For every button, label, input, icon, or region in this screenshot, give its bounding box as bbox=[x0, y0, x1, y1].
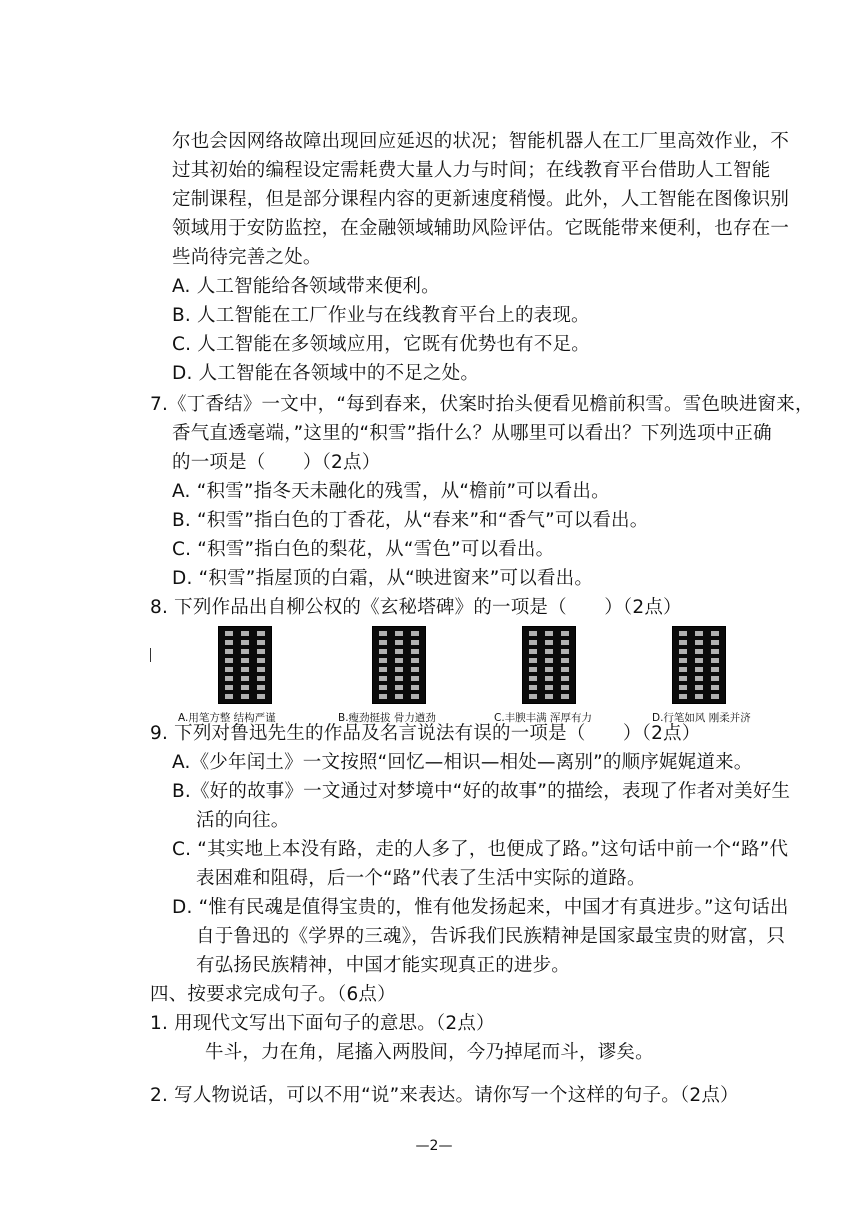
caption-d: D.行笔如风 刚柔并济 bbox=[652, 712, 751, 724]
caption-c: C.丰腴丰满 浑厚有力 bbox=[494, 712, 593, 724]
q9-option-b: B.《好的故事》一文通过对梦境中“好的故事”的描绘，表现了作者对美好生 bbox=[172, 781, 791, 802]
q7-option-b: B. “积雪”指白色的丁香花，从“春来”和“香气”可以看出。 bbox=[172, 510, 649, 531]
caption-a: A.用笔方整 结构严谨 bbox=[178, 712, 276, 724]
caption-b: B.瘦劲挺拔 骨力遒劲 bbox=[338, 712, 436, 724]
section4-q1: 1. 用现代文写出下面句子的意思。（2点） bbox=[150, 1013, 495, 1034]
q6-option-c: C. 人工智能在多领域应用，它既有优势也有不足。 bbox=[172, 334, 590, 355]
calligraphy-image-a bbox=[218, 626, 272, 704]
q6-option-a: A. 人工智能给各领域带来便利。 bbox=[172, 276, 440, 297]
q7-stem-line: 香气直透毫端，”这里的“积雪”指什么？从哪里可以看出？下列选项中正确 bbox=[172, 423, 772, 444]
q9-option-a: A.《少年闰土》一文按照“回忆—相识—相处—离别”的顺序娓娓道来。 bbox=[172, 752, 753, 773]
q7-stem-line: 的一项是（ ）（2点） bbox=[172, 452, 381, 473]
passage-line: 领域用于安防监控，在金融领域辅助风险评估。它既能带来便利，也存在一 bbox=[172, 218, 790, 239]
q9-option-d-cont: 自于鲁迅的《学界的三魂》，告诉我们民族精神是国家最宝贵的财富，只 bbox=[196, 926, 786, 947]
page-number: —2— bbox=[415, 1138, 453, 1154]
calligraphy-image-d bbox=[672, 626, 726, 704]
passage-line: 定制课程，但是部分课程内容的更新速度稍慢。此外，人工智能在图像识别 bbox=[172, 189, 790, 210]
q9-option-d-cont: 有弘扬民族精神，中国才能实现真正的进步。 bbox=[196, 955, 571, 976]
q9-option-b-cont: 活的向往。 bbox=[196, 810, 290, 831]
q7-option-c: C. “积雪”指白色的梨花，从“雪色”可以看出。 bbox=[172, 539, 555, 560]
passage-line: 过其初始的编程设定需耗费大量人力与时间；在线教育平台借助人工智能 bbox=[172, 160, 771, 181]
q7-option-a: A. “积雪”指冬天未融化的残雪，从“檐前”可以看出。 bbox=[172, 481, 610, 502]
passage-line: 些尚待完善之处。 bbox=[172, 247, 322, 268]
q9-option-c: C. “其实地上本没有路，走的人多了，也便成了路。”这句话中前一个“路”代 bbox=[172, 839, 789, 860]
calligraphy-image-c bbox=[522, 626, 576, 704]
section4-q1-quote: 牛斗，力在角，尾搐入两股间，今乃掉尾而斗，谬矣。 bbox=[205, 1042, 654, 1063]
q6-option-d: D. 人工智能在各领域中的不足之处。 bbox=[172, 363, 480, 384]
q7-option-d: D. “积雪”指屋顶的白霜，从“映进窗来”可以看出。 bbox=[172, 568, 594, 589]
calligraphy-options bbox=[150, 626, 790, 726]
section4-heading: 四、按要求完成句子。（6点） bbox=[150, 984, 396, 1005]
q9-stem: 9. 下列对鲁迅先生的作品及名言说法有误的一项是（ ）（2点） bbox=[150, 723, 701, 744]
passage-line: 尔也会因网络故障出现回应延迟的状况；智能机器人在工厂里高效作业，不 bbox=[172, 131, 790, 152]
q9-option-c-cont: 表困难和阻碍，后一个“路”代表了生活中实际的道路。 bbox=[196, 868, 646, 889]
q6-option-b: B. 人工智能在工厂作业与在线教育平台上的表现。 bbox=[172, 305, 590, 326]
q7-stem-line: 7.《丁香结》一文中，“每到春来，伏案时抬头便看见檐前积雪。雪色映进窗来， bbox=[150, 394, 814, 415]
section4-q2: 2. 写人物说话，可以不用“说”来表达。请你写一个这样的句子。（2点） bbox=[150, 1085, 739, 1106]
q9-option-d: D. “惟有民魂是值得宝贵的，惟有他发扬起来，中国才有真进步。”这句话出 bbox=[172, 897, 789, 918]
calligraphy-image-b bbox=[372, 626, 426, 704]
q8-stem: 8. 下列作品出自柳公权的《玄秘塔碑》的一项是（ ）（2点） bbox=[150, 597, 682, 618]
